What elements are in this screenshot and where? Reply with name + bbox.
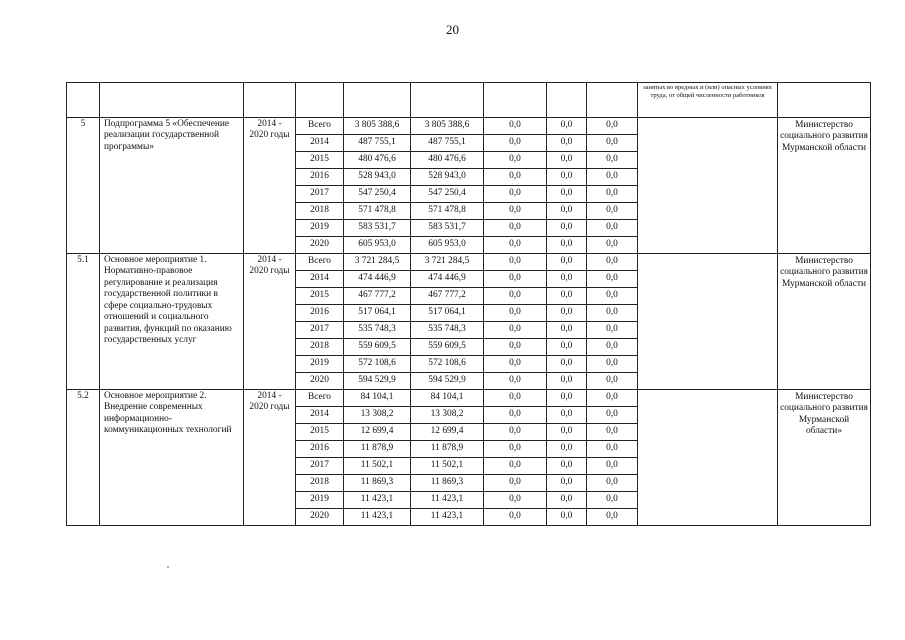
table-header-fragment-row [67,83,871,118]
page-number: 20 [446,22,459,37]
table-row [67,118,871,135]
row-year: Всего [296,254,344,271]
amount-total: 571 478,8 [344,203,411,220]
amount-local: 0,0 [547,186,587,203]
amount-other: 0,0 [587,492,638,509]
amount-total: 535 748,3 [344,322,411,339]
amount-local: 0,0 [547,356,587,373]
row-year: 2020 [296,509,344,526]
amount-total: 12 699,4 [344,424,411,441]
amount-regional: 572 108,6 [411,356,484,373]
amount-local: 0,0 [547,475,587,492]
item-name: Основное мероприятие 1. Нормативно-правовое регулирование и реализация государственной политики в сфере социально-трудовых отношений и социального развития, функций по оказанию государственных услуг [100,254,244,390]
amount-local: 0,0 [547,441,587,458]
amount-other: 0,0 [587,407,638,424]
item-number: 5.2 [67,390,100,526]
amount-total: 467 777,2 [344,288,411,305]
amount-local: 0,0 [547,339,587,356]
amount-local: 0,0 [547,152,587,169]
amount-other: 0,0 [587,390,638,407]
amount-local: 0,0 [547,237,587,254]
row-year: 2018 [296,475,344,492]
amount-total: 11 502,1 [344,458,411,475]
amount-regional: 474 446,9 [411,271,484,288]
amount-other: 0,0 [587,458,638,475]
amount-regional: 11 878,9 [411,441,484,458]
amount-regional: 535 748,3 [411,322,484,339]
amount-regional: 11 502,1 [411,458,484,475]
amount-other: 0,0 [587,271,638,288]
amount-federal: 0,0 [484,424,547,441]
indicator-cell [638,390,778,526]
scan-speck [167,566,169,568]
row-year: 2019 [296,492,344,509]
amount-local: 0,0 [547,322,587,339]
amount-federal: 0,0 [484,356,547,373]
amount-other: 0,0 [587,339,638,356]
header-cell [547,83,587,118]
amount-other: 0,0 [587,424,638,441]
amount-federal: 0,0 [484,135,547,152]
amount-local: 0,0 [547,509,587,526]
amount-federal: 0,0 [484,186,547,203]
amount-local: 0,0 [547,271,587,288]
amount-regional: 528 943,0 [411,169,484,186]
amount-regional: 3 721 284,5 [411,254,484,271]
amount-local: 0,0 [547,458,587,475]
responsible-executor: Министерство социального развития Мурманской области» [778,390,871,526]
amount-federal: 0,0 [484,203,547,220]
row-year: 2020 [296,237,344,254]
item-name: Основное мероприятие 2. Внедрение современных информационно-коммуникационных технологий [100,390,244,526]
indicator-cell [638,118,778,254]
amount-other: 0,0 [587,254,638,271]
row-year: 2018 [296,339,344,356]
row-year: 2017 [296,458,344,475]
row-year: Всего [296,390,344,407]
amount-other: 0,0 [587,118,638,135]
amount-regional: 547 250,4 [411,186,484,203]
amount-regional: 13 308,2 [411,407,484,424]
amount-local: 0,0 [547,492,587,509]
indicator-cell [638,254,778,390]
item-number: 5.1 [67,254,100,390]
amount-local: 0,0 [547,288,587,305]
row-year: 2020 [296,373,344,390]
amount-other: 0,0 [587,305,638,322]
amount-other: 0,0 [587,237,638,254]
amount-local: 0,0 [547,118,587,135]
amount-regional: 12 699,4 [411,424,484,441]
amount-regional: 11 423,1 [411,492,484,509]
amount-regional: 605 953,0 [411,237,484,254]
amount-other: 0,0 [587,288,638,305]
row-year: 2017 [296,322,344,339]
amount-total: 11 423,1 [344,509,411,526]
header-cell [100,83,244,118]
row-year: 2019 [296,220,344,237]
amount-total: 605 953,0 [344,237,411,254]
amount-local: 0,0 [547,169,587,186]
amount-regional: 11 423,1 [411,509,484,526]
row-year: 2015 [296,288,344,305]
amount-other: 0,0 [587,186,638,203]
row-year: 2014 [296,135,344,152]
header-cell [296,83,344,118]
amount-other: 0,0 [587,220,638,237]
table-row [67,390,871,407]
table-body [67,83,871,526]
amount-regional: 517 064,1 [411,305,484,322]
item-period: 2014 - 2020 годы [244,118,296,254]
amount-other: 0,0 [587,373,638,390]
row-year: 2014 [296,407,344,424]
amount-local: 0,0 [547,305,587,322]
item-name: Подпрограмма 5 «Обеспечение реализации государственной программы» [100,118,244,254]
amount-total: 559 609,5 [344,339,411,356]
row-year: 2016 [296,305,344,322]
amount-federal: 0,0 [484,407,547,424]
amount-local: 0,0 [547,390,587,407]
amount-total: 3 721 284,5 [344,254,411,271]
header-cell [411,83,484,118]
item-number: 5 [67,118,100,254]
amount-total: 84 104,1 [344,390,411,407]
amount-other: 0,0 [587,441,638,458]
amount-other: 0,0 [587,135,638,152]
amount-federal: 0,0 [484,509,547,526]
amount-other: 0,0 [587,152,638,169]
amount-local: 0,0 [547,254,587,271]
amount-federal: 0,0 [484,322,547,339]
item-period: 2014 - 2020 годы [244,254,296,390]
amount-total: 474 446,9 [344,271,411,288]
row-year: Всего [296,118,344,135]
amount-federal: 0,0 [484,169,547,186]
amount-total: 547 250,4 [344,186,411,203]
amount-local: 0,0 [547,135,587,152]
amount-federal: 0,0 [484,458,547,475]
amount-total: 13 308,2 [344,407,411,424]
amount-regional: 571 478,8 [411,203,484,220]
item-period: 2014 - 2020 годы [244,390,296,526]
amount-local: 0,0 [547,203,587,220]
funding-table [66,82,871,526]
amount-other: 0,0 [587,322,638,339]
row-year: 2017 [296,186,344,203]
row-year: 2014 [296,271,344,288]
table-row [67,254,871,271]
amount-regional: 11 869,3 [411,475,484,492]
amount-total: 480 476,6 [344,152,411,169]
header-cell [67,83,100,118]
amount-local: 0,0 [547,407,587,424]
amount-total: 572 108,6 [344,356,411,373]
amount-federal: 0,0 [484,118,547,135]
row-year: 2015 [296,424,344,441]
amount-total: 3 805 388,6 [344,118,411,135]
amount-federal: 0,0 [484,152,547,169]
amount-regional: 594 529,9 [411,373,484,390]
amount-other: 0,0 [587,356,638,373]
row-year: 2019 [296,356,344,373]
header-cell [484,83,547,118]
responsible-executor: Министерство социального развития Мурманской области [778,254,871,390]
amount-total: 528 943,0 [344,169,411,186]
amount-federal: 0,0 [484,492,547,509]
header-cell [587,83,638,118]
amount-regional: 480 476,6 [411,152,484,169]
amount-federal: 0,0 [484,271,547,288]
amount-federal: 0,0 [484,441,547,458]
amount-regional: 583 531,7 [411,220,484,237]
amount-other: 0,0 [587,169,638,186]
amount-federal: 0,0 [484,288,547,305]
amount-local: 0,0 [547,373,587,390]
header-cell [344,83,411,118]
row-year: 2016 [296,441,344,458]
row-year: 2015 [296,152,344,169]
amount-federal: 0,0 [484,254,547,271]
amount-federal: 0,0 [484,237,547,254]
row-year: 2016 [296,169,344,186]
row-year: 2018 [296,203,344,220]
indicator-header-text: занятых во вредных и (или) опасных условиях труда, от общей численности работников [638,83,778,118]
amount-regional: 487 755,1 [411,135,484,152]
amount-regional: 84 104,1 [411,390,484,407]
amount-federal: 0,0 [484,373,547,390]
amount-total: 487 755,1 [344,135,411,152]
amount-federal: 0,0 [484,339,547,356]
amount-total: 583 531,7 [344,220,411,237]
amount-total: 594 529,9 [344,373,411,390]
amount-regional: 559 609,5 [411,339,484,356]
amount-local: 0,0 [547,424,587,441]
amount-regional: 467 777,2 [411,288,484,305]
amount-local: 0,0 [547,220,587,237]
amount-federal: 0,0 [484,220,547,237]
amount-regional: 3 805 388,6 [411,118,484,135]
header-cell [778,83,871,118]
header-cell [244,83,296,118]
amount-other: 0,0 [587,475,638,492]
amount-other: 0,0 [587,203,638,220]
amount-federal: 0,0 [484,390,547,407]
amount-total: 11 869,3 [344,475,411,492]
amount-federal: 0,0 [484,475,547,492]
amount-total: 11 423,1 [344,492,411,509]
amount-federal: 0,0 [484,305,547,322]
responsible-executor: Министерство социального развития Мурманской области [778,118,871,254]
amount-total: 517 064,1 [344,305,411,322]
amount-total: 11 878,9 [344,441,411,458]
amount-other: 0,0 [587,509,638,526]
